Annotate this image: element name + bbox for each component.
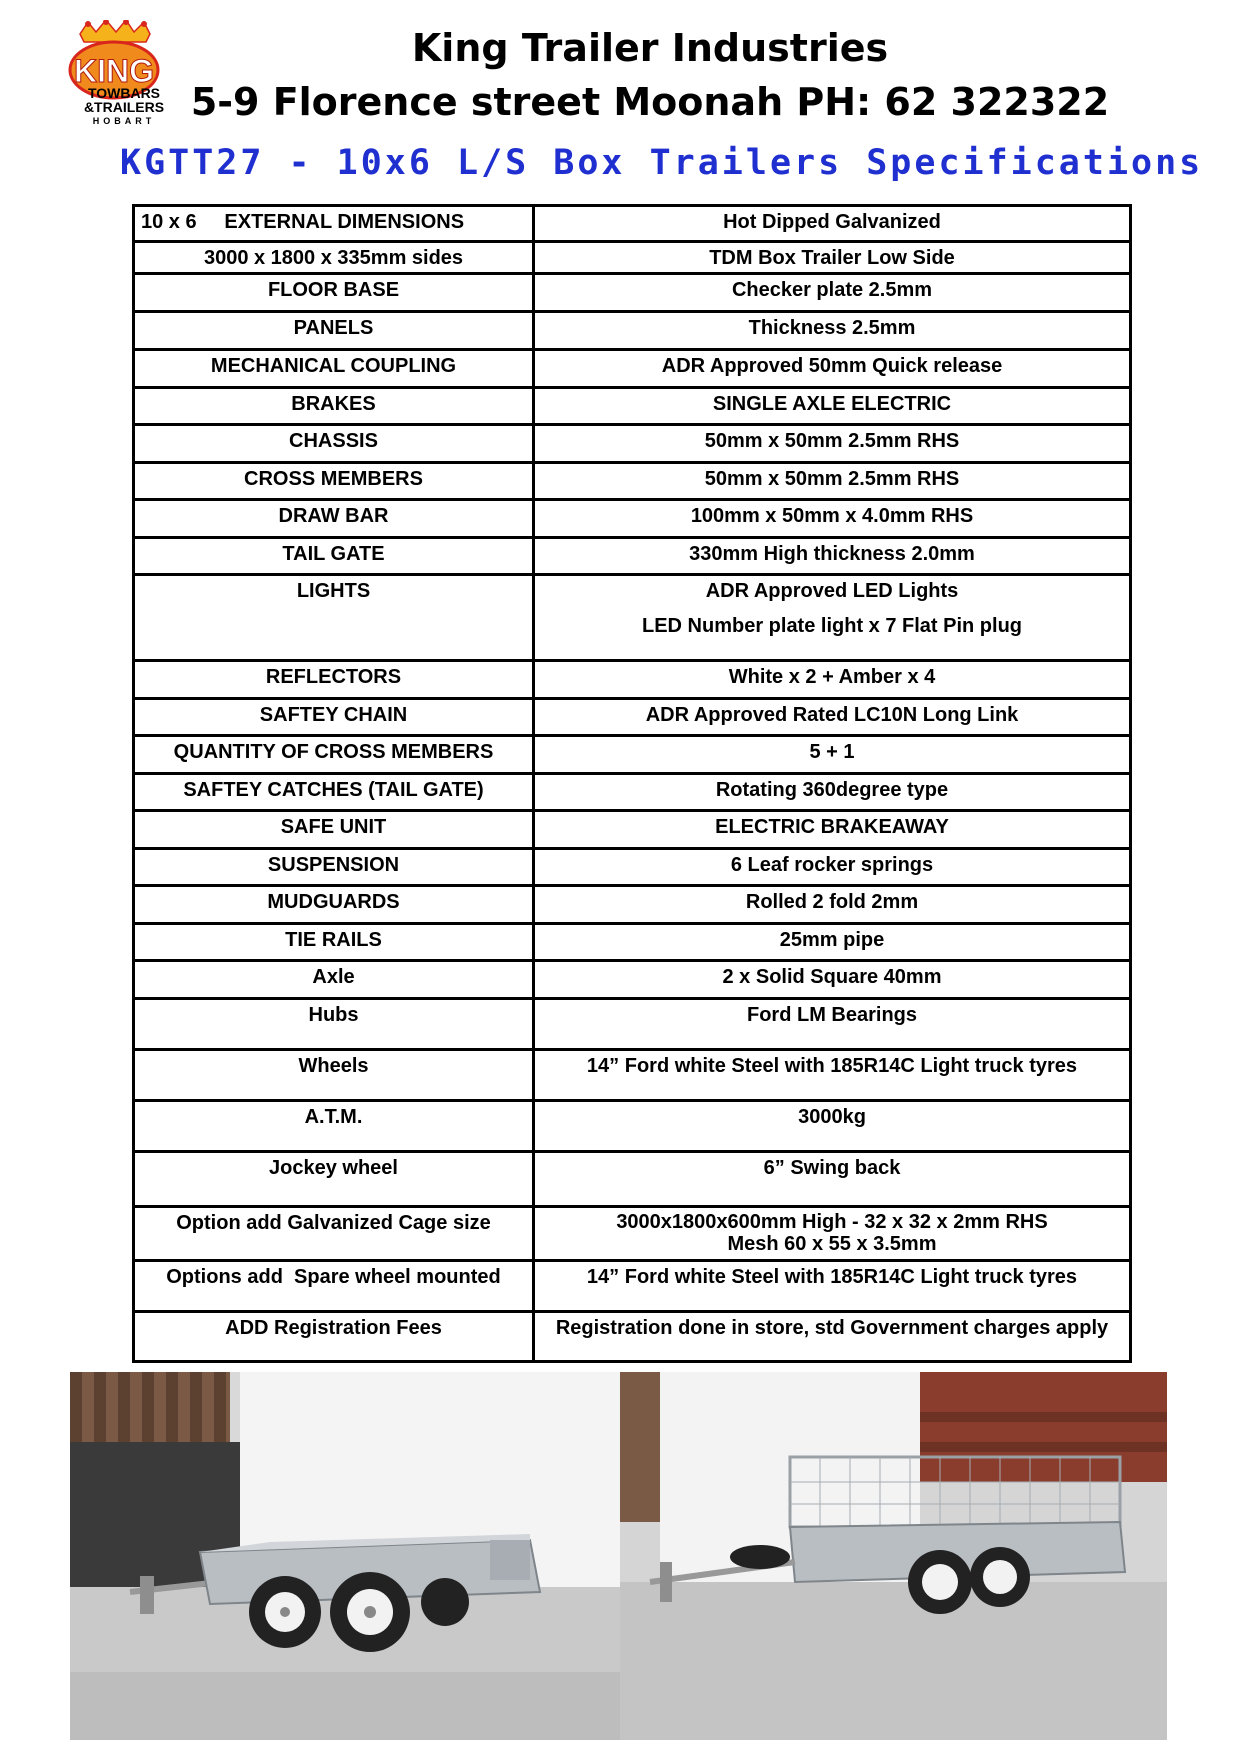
spec-label: LIGHTS <box>134 575 534 661</box>
spec-row <box>134 242 1131 274</box>
spec-row <box>134 463 1131 500</box>
spec-value <box>534 1207 1131 1261</box>
spec-label: ADD Registration Fees <box>134 1312 534 1362</box>
spec-value: Hot Dipped Galvanized <box>534 206 1131 242</box>
spec-row <box>134 500 1131 538</box>
spec-value-line-1: ADR Approved LED Lights <box>705 580 959 602</box>
spec-label: MUDGUARDS <box>134 886 534 924</box>
spec-row <box>134 849 1131 886</box>
spec-row <box>134 924 1131 961</box>
spec-label: A.T.M. <box>134 1101 534 1152</box>
spec-value-line-2: LED Number plate light x 7 Flat Pin plug <box>641 615 1023 637</box>
spec-value: Rolled 2 fold 2mm <box>534 886 1131 924</box>
spec-value: 14” Ford white Steel with 185R14C Light truck tyres <box>534 1050 1131 1101</box>
spec-row <box>134 1152 1131 1207</box>
spec-label: SUSPENSION <box>134 849 534 886</box>
spec-value: 2 x Solid Square 40mm <box>534 961 1131 999</box>
spec-label: 3000 x 1800 x 335mm sides <box>134 242 534 274</box>
spec-row <box>134 350 1131 388</box>
spec-row <box>134 206 1131 242</box>
spec-value: ADR Approved Rated LC10N Long Link <box>534 699 1131 736</box>
trailer-photo-left <box>70 1372 623 1740</box>
crown-icon <box>80 20 150 42</box>
spec-row <box>134 699 1131 736</box>
spec-row <box>134 999 1131 1050</box>
spec-label: Options add Spare wheel mounted <box>134 1261 534 1312</box>
spec-sheet-title: KGTT27 - 10x6 L/S Box Trailers Specifications <box>120 143 1204 183</box>
spec-label: SAFE UNIT <box>134 811 534 849</box>
spec-row <box>134 538 1131 575</box>
spec-label: SAFTEY CHAIN <box>134 699 534 736</box>
spec-row <box>134 961 1131 999</box>
spec-value: Registration done in store, std Government charges apply <box>534 1312 1131 1362</box>
spec-row <box>134 811 1131 849</box>
trailer-photo-right <box>620 1372 1167 1740</box>
spec-value: 3000kg <box>534 1101 1131 1152</box>
spec-value: 6” Swing back <box>534 1152 1131 1207</box>
spec-value: ELECTRIC BRAKEAWAY <box>534 811 1131 849</box>
company-name: King Trailer Industries <box>411 26 889 70</box>
spec-label: TIE RAILS <box>134 924 534 961</box>
spec-label: Option add Galvanized Cage size <box>134 1207 534 1261</box>
logo-text-king: KING <box>74 53 154 89</box>
spec-row <box>134 274 1131 312</box>
spec-row <box>134 661 1131 699</box>
spec-value: 5 + 1 <box>534 736 1131 774</box>
spec-label: CHASSIS <box>134 425 534 463</box>
spec-value: Ford LM Bearings <box>534 999 1131 1050</box>
company-address: 5-9 Florence street Moonah PH: 62 322322 <box>190 80 1110 124</box>
spec-label: CROSS MEMBERS <box>134 463 534 500</box>
spec-label: DRAW BAR <box>134 500 534 538</box>
spec-row <box>134 736 1131 774</box>
spec-value: Checker plate 2.5mm <box>534 274 1131 312</box>
logo-text-towbars: TOWBARS <box>87 85 161 101</box>
spec-value: TDM Box Trailer Low Side <box>534 242 1131 274</box>
spec-value: 330mm High thickness 2.0mm <box>534 538 1131 575</box>
spec-label: MECHANICAL COUPLING <box>134 350 534 388</box>
spec-value: White x 2 + Amber x 4 <box>534 661 1131 699</box>
spec-value: Rotating 360degree type <box>534 774 1131 811</box>
specifications-table <box>132 204 1132 1363</box>
spec-row <box>134 1101 1131 1152</box>
spec-label: PANELS <box>134 312 534 350</box>
spec-value-line-2: Mesh 60 x 55 x 3.5mm <box>727 1233 937 1255</box>
spec-label: REFLECTORS <box>134 661 534 699</box>
spec-row <box>134 425 1131 463</box>
spec-value <box>534 575 1131 661</box>
logo-text-trailers: &TRAILERS <box>83 99 165 115</box>
spec-row <box>134 1207 1131 1261</box>
spec-value: 100mm x 50mm x 4.0mm RHS <box>534 500 1131 538</box>
spec-value: 14” Ford white Steel with 185R14C Light truck tyres <box>534 1261 1131 1312</box>
spec-label: Axle <box>134 961 534 999</box>
spec-row <box>134 388 1131 425</box>
spec-label: BRAKES <box>134 388 534 425</box>
spec-label: FLOOR BASE <box>134 274 534 312</box>
spec-label: 10 x 6 EXTERNAL DIMENSIONS <box>134 206 534 242</box>
spec-value: ADR Approved 50mm Quick release <box>534 350 1131 388</box>
spec-value: 25mm pipe <box>534 924 1131 961</box>
spec-value: 6 Leaf rocker springs <box>534 849 1131 886</box>
spec-label: SAFTEY CATCHES (TAIL GATE) <box>134 774 534 811</box>
spec-row <box>134 1312 1131 1362</box>
spec-row <box>134 312 1131 350</box>
logo-text-hobart: HOBART <box>92 116 156 126</box>
spec-value: 50mm x 50mm 2.5mm RHS <box>534 463 1131 500</box>
spec-label: Jockey wheel <box>134 1152 534 1207</box>
spec-row <box>134 1050 1131 1101</box>
spec-value-line-1: 3000x1800x600mm High - 32 x 32 x 2mm RHS <box>616 1211 1048 1233</box>
spec-row <box>134 886 1131 924</box>
spec-label: Wheels <box>134 1050 534 1101</box>
spec-label: TAIL GATE <box>134 538 534 575</box>
spec-label: QUANTITY OF CROSS MEMBERS <box>134 736 534 774</box>
spec-value: SINGLE AXLE ELECTRIC <box>534 388 1131 425</box>
spec-value: Thickness 2.5mm <box>534 312 1131 350</box>
spec-label: Hubs <box>134 999 534 1050</box>
spec-row <box>134 774 1131 811</box>
spec-value: 50mm x 50mm 2.5mm RHS <box>534 425 1131 463</box>
spec-row <box>134 1261 1131 1312</box>
spec-row <box>134 575 1131 661</box>
